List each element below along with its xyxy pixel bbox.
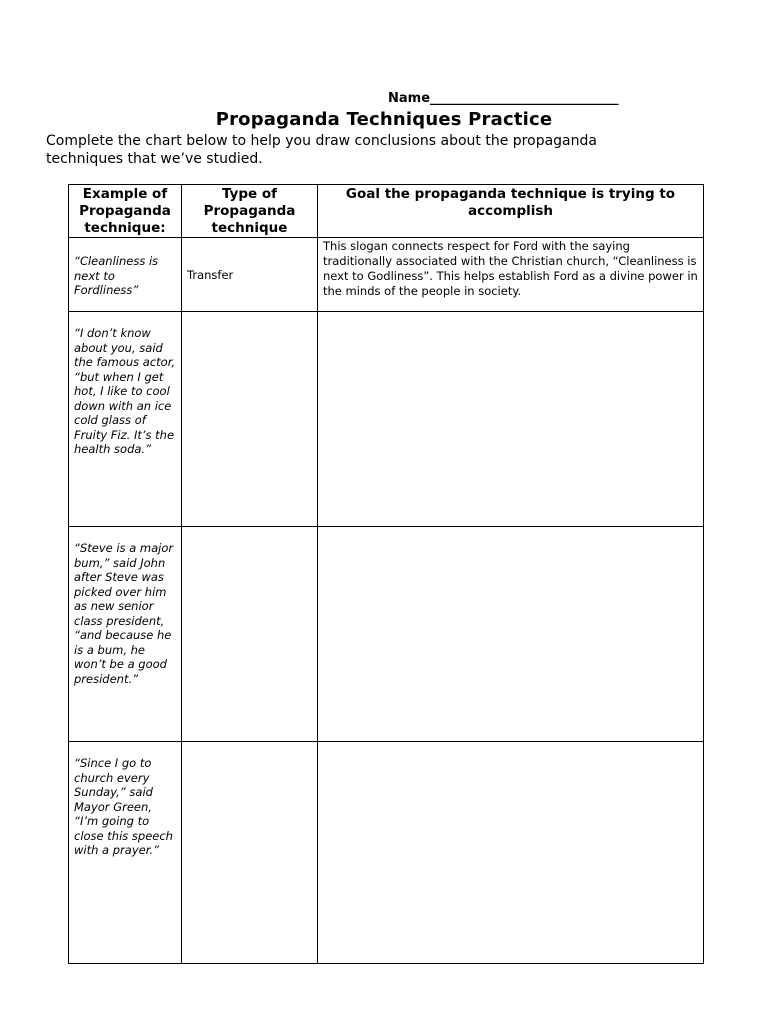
name-field-label: Name_____________________________: [388, 91, 619, 106]
table-row: [69, 527, 704, 742]
example-cell: “Cleanliness is next to Fordliness”: [69, 238, 182, 312]
type-cell[interactable]: [182, 312, 318, 527]
goal-cell[interactable]: This slogan connects respect for Ford with the saying traditionally associated with the Christian church, “Cleanliness is next to Godliness”. This helps establish Ford as a divine power in the minds of the people in society.: [318, 238, 704, 312]
table-header-row: [69, 185, 704, 238]
example-cell: “I don’t know about you, said the famous actor, “but when I get hot, I like to cool down with an ice cold glass of Fruity Fiz. It’s the health soda.”: [69, 312, 182, 527]
propaganda-chart: [68, 184, 704, 964]
page-title: Propaganda Techniques Practice: [215, 109, 553, 130]
goal-cell[interactable]: [318, 527, 704, 742]
column-header-example: Example of Propaganda technique:: [69, 185, 182, 238]
type-cell[interactable]: [182, 527, 318, 742]
goal-cell[interactable]: [318, 742, 704, 964]
type-cell[interactable]: Transfer: [182, 238, 318, 312]
example-cell: “Steve is a major bum,” said John after Steve was picked over him as new senior class president, “and because he is a bum, he won’t be a good president.”: [69, 527, 182, 742]
table-row: [69, 312, 704, 527]
goal-cell[interactable]: [318, 312, 704, 527]
example-cell: “Since I go to church every Sunday,” said Mayor Green, “I’m going to close this speech with a prayer.”: [69, 742, 182, 964]
column-header-goal: Goal the propaganda technique is trying to accomplish: [318, 185, 704, 238]
table-row: [69, 238, 704, 312]
table-row: [69, 742, 704, 964]
type-cell[interactable]: [182, 742, 318, 964]
instructions-text: Complete the chart below to help you draw conclusions about the propaganda techniques that we’ve studied.: [46, 133, 597, 167]
column-header-type: Type of Propaganda technique: [182, 185, 318, 238]
